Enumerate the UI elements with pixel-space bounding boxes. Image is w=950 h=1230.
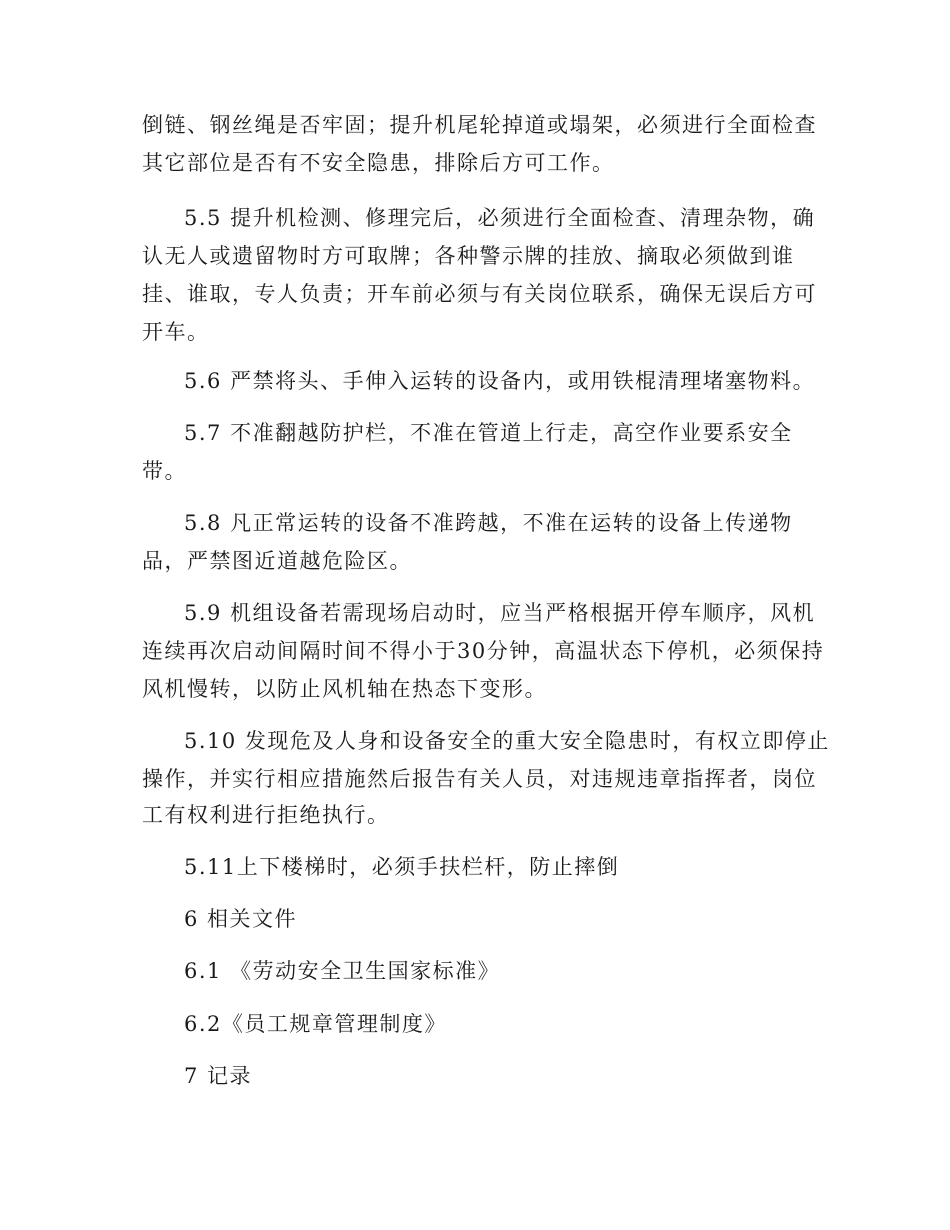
text-line: 开车。 <box>142 320 210 344</box>
text-line: 5.11上下楼梯时，必须手扶栏杆，防止摔倒 <box>184 855 620 879</box>
text-line: 6.1 《劳动安全卫生国家标准》 <box>184 959 501 983</box>
text-line: 5.9 机组设备若需现场启动时，应当严格根据开停车顺序，风机 <box>184 601 816 625</box>
text-line: 5.7 不准翻越防护栏，不准在管道上行走，高空作业要系安全 <box>184 421 793 445</box>
text-line: 5.8 凡正常运转的设备不准跨越，不准在运转的设备上传递物 <box>184 511 793 535</box>
text-line: 倒链、钢丝绳是否牢固；提升机尾轮掉道或塌架，必须进行全面检查 <box>142 113 817 137</box>
text-line: 操作，并实行相应措施然后报告有关人员，对违规违章指挥者，岗位 <box>142 767 817 791</box>
text-line: 风机慢转，以防止风机轴在热态下变形。 <box>142 677 547 701</box>
text-line: 工有权利进行拒绝执行。 <box>142 803 390 827</box>
section-heading: 7 记录 <box>184 1064 253 1088</box>
text-line: 品，严禁图近道越危险区。 <box>142 549 412 573</box>
text-line: 5.6 严禁将头、手伸入运转的设备内，或用铁棍清理堵塞物料。 <box>184 369 816 393</box>
text-line: 挂、谁取，专人负责；开车前必须与有关岗位联系，确保无误后方可 <box>142 282 817 306</box>
text-line: 5.10 发现危及人身和设备安全的重大安全隐患时，有权立即停止 <box>184 729 830 753</box>
text-line: 6.2《员工规章管理制度》 <box>184 1012 447 1036</box>
text-line: 认无人或遗留物时方可取牌；各种警示牌的挂放、摘取必须做到谁 <box>142 244 795 268</box>
text-line: 5.5 提升机检测、修理完后，必须进行全面检查、清理杂物，确 <box>184 206 816 230</box>
text-line: 带。 <box>142 459 187 483</box>
section-heading: 6 相关文件 <box>184 907 298 931</box>
text-line: 连续再次启动间隔时间不得小于30分钟，高温状态下停机，必须保持 <box>142 639 825 663</box>
text-line: 其它部位是否有不安全隐患，排除后方可工作。 <box>142 151 615 175</box>
